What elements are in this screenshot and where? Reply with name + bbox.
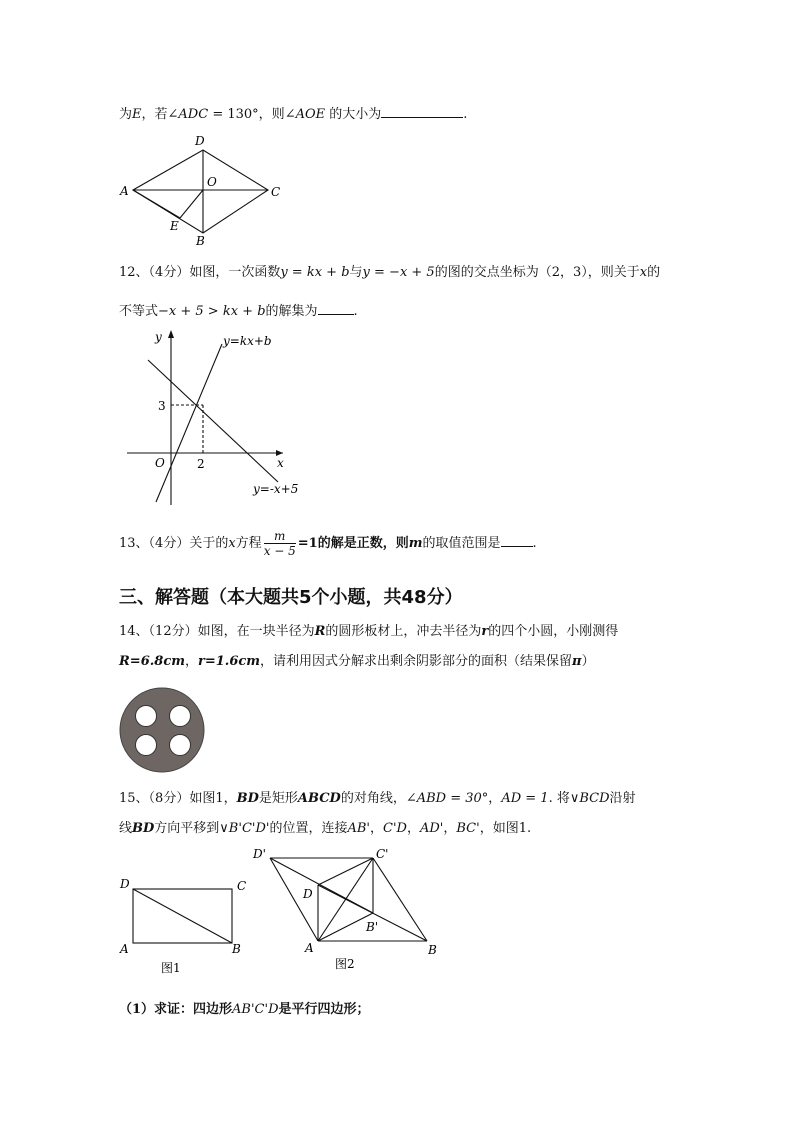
- q11-text: 为E，若∠ADC = 130°，则∠AOE 的大小为 .: [119, 104, 467, 124]
- label-b: B: [196, 234, 205, 248]
- svg-text:B: B: [428, 943, 437, 957]
- figure-1: [133, 889, 232, 943]
- svg-text:D: D: [303, 887, 313, 901]
- answer-blank[interactable]: [381, 104, 463, 118]
- plate-circle: [120, 688, 204, 772]
- hole-top-left: [136, 706, 157, 727]
- svg-text:A: A: [305, 941, 314, 955]
- q13-text: 13、（4分）关于的x方程 $\frac{m}{x - 5}$ =1的解是正数，则m的取值范围是 .: [119, 528, 537, 558]
- hole-top-right: [170, 706, 191, 727]
- figure-2: [270, 858, 427, 941]
- line2-label: y=-x+5: [253, 482, 299, 496]
- svg-text:B': B': [366, 920, 379, 934]
- q14-text-line2: R=6.8cm，r=1.6cm，请利用因式分解求出剩余阴影部分的面积（结果保留π）: [119, 654, 595, 669]
- label-a: A: [120, 184, 129, 198]
- line-neg-x-plus-5: [148, 360, 278, 482]
- label-c: C: [271, 185, 281, 199]
- answer-blank[interactable]: [501, 533, 533, 547]
- label-e: E: [170, 219, 179, 233]
- svg-text:C: C: [237, 879, 247, 893]
- svg-text:B: B: [232, 942, 241, 956]
- x-axis-label: x: [277, 456, 284, 470]
- svg-text:D: D: [120, 877, 130, 891]
- q15-text-line2: 线BD方向平移到∨B'C'D'的位置，连接AB'，C'D，AD'，BC'，如图1.: [119, 821, 532, 836]
- line1-label: y=kx+b: [223, 334, 272, 348]
- q12-text-line1: 12、（4分）如图，一次函数y = kx + b与y = −x + 5的图的交点坐标为（2，3），则关于x的: [119, 265, 661, 280]
- figure-2-caption: 图2: [335, 957, 355, 971]
- svg-text:D': D': [253, 847, 266, 861]
- section-title: 三、解答题（本大题共5个小题，共48分）: [119, 587, 463, 608]
- svg-text:C': C': [376, 847, 389, 861]
- label-d: D: [195, 134, 205, 148]
- figure-1-caption: 图1: [161, 961, 181, 975]
- y-axis-label: y: [155, 330, 162, 344]
- svg-text:A: A: [120, 942, 129, 956]
- q12-text-line2: 不等式−x + 5 > kx + b的解集为 .: [119, 301, 358, 321]
- q15-part1: （1）求证：四边形AB'C'D是平行四边形；: [119, 1002, 370, 1017]
- tick-3: 3: [158, 399, 166, 413]
- hole-bottom-right: [170, 735, 191, 756]
- label-o: O: [207, 175, 217, 189]
- line-kx-b: [156, 344, 222, 502]
- q14-text-line1: 14、（12分）如图，在一块半径为R的圆形板材上，冲去半径为r的四个小圆，小刚测得: [119, 624, 619, 639]
- answer-blank[interactable]: [318, 301, 354, 315]
- fraction: $\frac{m}{x - 5}$: [263, 528, 296, 558]
- hole-bottom-left: [136, 735, 157, 756]
- origin-label: O: [155, 456, 165, 470]
- tick-2: 2: [197, 457, 205, 471]
- q15-text-line1: 15、（8分）如图1，BD是矩形ABCD的对角线，∠ABD = 30°，AD = 1. 将∨BCD沿射: [119, 791, 636, 806]
